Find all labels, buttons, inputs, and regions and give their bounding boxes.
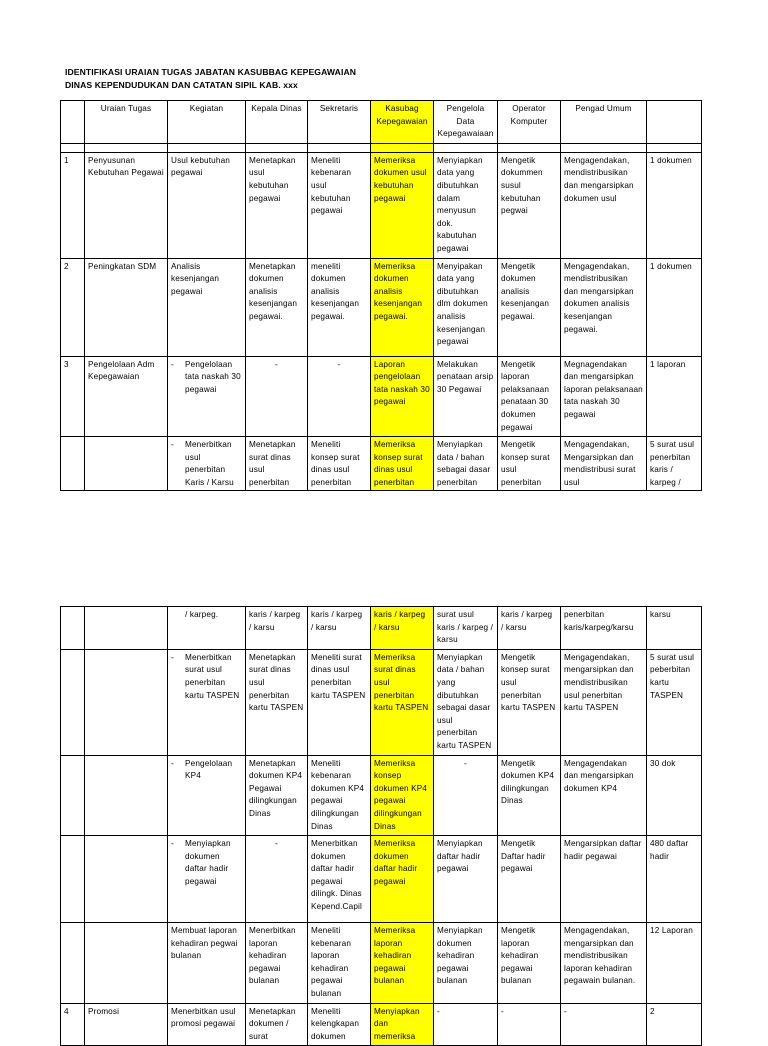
- table-row: [61, 923, 702, 1004]
- cell-kasubbag-text: Menyiapkan dan memeriksa: [374, 1006, 420, 1041]
- table-row: [61, 649, 702, 755]
- header-sekretaris: Sekretaris: [308, 101, 371, 144]
- cell-kepala: [246, 1003, 308, 1045]
- cell-kepala: -: [246, 836, 308, 923]
- cell-operator: Mengetik laporan kehadiran pegawai bulanan: [498, 923, 561, 1004]
- cell-kegiatan: [168, 1003, 246, 1045]
- cell-uraian: [85, 755, 168, 836]
- cell-operator: Mengetik laporan pelaksanaan penataan 30 dokumen pegawai: [498, 356, 561, 437]
- cell-kasubbag: Memeriksa laporan kehadiran pegawai bulanan: [371, 923, 434, 1004]
- cell-no: 4: [61, 1003, 85, 1045]
- spacer-row: [61, 143, 702, 152]
- cell-sekretaris: Meneliti kebenaran dokumen KP4 pegawai dilingkungan Dinas: [308, 755, 371, 836]
- cell-no: [61, 649, 85, 755]
- cell-kepala: Menerbitkan laporan kehadiran pegawai bulanan: [246, 923, 308, 1004]
- cell-hasil: [647, 437, 702, 491]
- cell-kepala: -: [246, 356, 308, 437]
- cell-pengad: [561, 437, 647, 491]
- document-title: [65, 66, 356, 92]
- cell-no: [61, 923, 85, 1004]
- task-table-page-2: [60, 606, 702, 1046]
- cell-kasubbag: Memeriksa dokumen daftar hadir pegawai: [371, 836, 434, 923]
- cell-no: 1: [61, 152, 85, 258]
- cell-kepala: Menetapkan dokumen KP4 Pegawai dilingkungan Dinas: [246, 755, 308, 836]
- cell-pengelola: -: [434, 1003, 498, 1045]
- cell-uraian: Peningkatan SDM: [85, 258, 168, 356]
- cell-pengelola-text: Menyiapkan data / bahan sebagai dasar penerbitan: [437, 440, 491, 487]
- cell-kasubbag: karis / karpeg / karsu: [371, 607, 434, 650]
- cell-pengad: Megnagendakan dan mengarsipkan laporan pelaksanaan tata naskah 30 pegawai: [561, 356, 647, 437]
- cell-pengad-text: Mengagendakan, Mengarsipkan dan mendistribusi surat usul: [564, 440, 636, 487]
- cell-pengad: Mengagendakan dan mengarsipkan dokumen KP4: [561, 755, 647, 836]
- kegiatan-text: Pengelolaan tata naskah 30 pegawai: [185, 359, 241, 394]
- kegiatan-text: Menerbitkan surat usul penerbitan kartu TASPEN: [185, 652, 240, 700]
- cell-pengelola: surat usul karis / karpeg / karsu: [434, 607, 498, 650]
- cell-sekretaris: Meneliti kebenaran usul kebutuhan pegawai: [308, 152, 371, 258]
- cell-kepala-text: Menetapkan dokumen / surat: [249, 1006, 296, 1041]
- title-line-2: DINAS KEPENDUDUKAN DAN CATATAN SIPIL KAB. xxx: [65, 80, 298, 90]
- cell-operator: Mengetik dokumen analisis kesenjangan pegawai.: [498, 258, 561, 356]
- header-hasil: [647, 101, 702, 144]
- table-row: [61, 1003, 702, 1045]
- cell-sekretaris: -: [308, 356, 371, 437]
- cell-pengelola: Menyipakan data yang dibutuhkan dlm dokumen analisis kesenjangan pegawai: [434, 258, 498, 356]
- cell-no: [61, 607, 85, 650]
- table-row: [61, 356, 702, 437]
- cell-pengad: Mengagendakan, mendistribusikan dan mengarsipkan dokumen usul: [561, 152, 647, 258]
- cell-kegiatan: - Pengelolaan tata naskah 30 pegawai: [168, 356, 246, 437]
- cell-uraian: Pengelolaan Adm Kepegawaian: [85, 356, 168, 437]
- cell-kepala: Menetapkan usul kebutuhan pegawai: [246, 152, 308, 258]
- cell-no: 2: [61, 258, 85, 356]
- cell-operator: -: [498, 1003, 561, 1045]
- cell-kegiatan: - Menyiapkan dokumen daftar hadir pegawai: [168, 836, 246, 923]
- header-kepala-dinas: Kepala Dinas: [246, 101, 308, 144]
- cell-sekretaris-text: Meneliti konsep surat dinas usul penerbitan: [311, 440, 360, 487]
- cell-operator: Mengetik dokummen susul kebutuhan pegwai: [498, 152, 561, 258]
- header-kasubbag: Kasubag Kepegawaian: [371, 101, 434, 144]
- cell-hasil: 5 surat usul peberbitan kartu TASPEN: [647, 649, 702, 755]
- cell-sekretaris: Menerbitkan dokumen daftar hadir pegawai dilingk. Dinas Kepend.Capil: [308, 836, 371, 923]
- kegiatan-text: Menerbitkan usul penerbitan Karis / Karsu: [185, 440, 234, 487]
- header-pengad-umum: Pengad Umum: [561, 101, 647, 144]
- cell-hasil: 12 Laporan: [647, 923, 702, 1004]
- cell-kegiatan: [168, 607, 246, 650]
- cell-pengelola: Melakukan penataan arsip 30 Pegawai: [434, 356, 498, 437]
- cell-kegiatan: - Pengelolaan KP4: [168, 755, 246, 836]
- cell-kasubbag: [371, 437, 434, 491]
- cell-kasubbag: Memeriksa dokumen analisis kesenjangan pegawai.: [371, 258, 434, 356]
- cell-pengad: Mengarsipkan daftar hadir pegawai: [561, 836, 647, 923]
- cell-pengad: Mengagendakan, mengarsipkan dan mendistribusikan usul penerbitan kartu TASPEN: [561, 649, 647, 755]
- cell-pengad: penerbitan karis/karpeg/karsu: [561, 607, 647, 650]
- cell-uraian: [85, 923, 168, 1004]
- cell-operator: Mengetik dokumen KP4 dilingkungan Dinas: [498, 755, 561, 836]
- cell-hasil: 480 daftar hadir: [647, 836, 702, 923]
- cell-kasubbag: Memeriksa dokumen usul kebutuhan pegawai: [371, 152, 434, 258]
- cell-kegiatan: - Menerbitkan surat usul penerbitan kartu TASPEN: [168, 649, 246, 755]
- table-row: [61, 437, 702, 491]
- cell-hasil: 1 dokumen: [647, 258, 702, 356]
- cell-operator: karis / karpeg / karsu: [498, 607, 561, 650]
- cell-sekretaris: [308, 1003, 371, 1045]
- cell-no: [61, 755, 85, 836]
- cell-kepala-text: Menetapkan surat dinas usul penerbitan: [249, 440, 296, 487]
- cell-kasubbag: Memeriksa konsep dokumen KP4 pegawai dilingkungan Dinas: [371, 755, 434, 836]
- header-kegiatan: Kegiatan: [168, 101, 246, 144]
- header-no: [61, 101, 85, 144]
- kegiatan-text: Menyiapkan dokumen daftar hadir pegawai: [185, 839, 231, 886]
- cell-pengelola: Menyiapkan data yang dibutuhkan dalam menyusun dok. kabutuhan pegawai: [434, 152, 498, 258]
- cell-pengelola: [434, 437, 498, 491]
- cell-kegiatan: - Menerbitkan usul penerbitan Karis / Karsu: [168, 437, 246, 491]
- cell-no: 3: [61, 356, 85, 437]
- cell-pengad: -: [561, 1003, 647, 1045]
- cell-uraian: Penyusunan Kebutuhan Pegawai: [85, 152, 168, 258]
- cell-pengad: Mengagendakan, mendistribusikan dan mengarsipkan dokumen analisis kesenjangan pegawai.: [561, 258, 647, 356]
- cell-no: [61, 836, 85, 923]
- header-operator: Operator Komputer: [498, 101, 561, 144]
- cell-uraian: [85, 607, 168, 650]
- table-row: [61, 607, 702, 650]
- kegiatan-text: / karpeg.: [185, 610, 219, 619]
- cell-uraian: [85, 437, 168, 491]
- cell-sekretaris: [308, 437, 371, 491]
- cell-sekretaris: Meneliti surat dinas usul penerbitan kartu TASPEN: [308, 649, 371, 755]
- cell-uraian: Promosi: [85, 1003, 168, 1045]
- cell-pengelola: -: [434, 755, 498, 836]
- cell-uraian: [85, 649, 168, 755]
- cell-sekretaris: karis / karpeg / karsu: [308, 607, 371, 650]
- cell-sekretaris: Meneliti kebenaran laporan kehadiran pegawai bulanan: [308, 923, 371, 1004]
- cell-uraian: [85, 836, 168, 923]
- cell-pengelola: Menyiapkan data / bahan yang dibutuhkan sebagai dasar usul penerbitan kartu TASPEN: [434, 649, 498, 755]
- cell-hasil: 1 laporan: [647, 356, 702, 437]
- cell-kegiatan-text: Menerbitkan usul promosi pegawai: [171, 1006, 236, 1029]
- header-uraian: Uraian Tugas: [85, 101, 168, 144]
- cell-hasil: karsu: [647, 607, 702, 650]
- cell-hasil: 2: [647, 1003, 702, 1045]
- cell-no: [61, 437, 85, 491]
- cell-pengelola: Menyiapkan daftar hadir pegawai: [434, 836, 498, 923]
- cell-sekretaris: meneliti dokumen analisis kesenjangan pegawai.: [308, 258, 371, 356]
- cell-kepala: [246, 437, 308, 491]
- cell-kepala: Menetapkan surat dinas usul penerbitan kartu TASPEN: [246, 649, 308, 755]
- cell-kepala: karis / karpeg / karsu: [246, 607, 308, 650]
- cell-operator: Mengetik Daftar hadir pegawai: [498, 836, 561, 923]
- table-row: [61, 755, 702, 836]
- header-row: [61, 101, 702, 144]
- cell-kepala: Menetapkan dokumen analisis kesenjangan pegawai.: [246, 258, 308, 356]
- cell-pengad: Mengagendakan, mengarsipkan dan mendistribusikan laporan kehadiran pegawain bulanan.: [561, 923, 647, 1004]
- cell-sekretaris-text: Meneliti kelengkapan dokumen: [311, 1006, 360, 1041]
- table-row: [61, 152, 702, 258]
- table-row: [61, 258, 702, 356]
- table-row: [61, 836, 702, 923]
- cell-hasil: 1 dokumen: [647, 152, 702, 258]
- cell-operator-text: Mengetik konsep surat usul penerbitan: [501, 440, 550, 487]
- cell-kasubbag: [371, 1003, 434, 1045]
- cell-pengelola: Menyiapkan dokumen kehadiran pegawai bulanan: [434, 923, 498, 1004]
- header-pengelola: Pengelola Data Kepegawaiaan: [434, 101, 498, 144]
- cell-operator: Mengetik konsep surat usul penerbitan kartu TASPEN: [498, 649, 561, 755]
- cell-kasubbag: Memeriksa surat dinas usul penerbitan kartu TASPEN: [371, 649, 434, 755]
- cell-operator: [498, 437, 561, 491]
- cell-kegiatan: Membuat laporan kehadiran pegwai bulanan: [168, 923, 246, 1004]
- title-line-1: IDENTIFIKASI URAIAN TUGAS JABATAN KASUBBAG KEPEGAWAIAN: [65, 67, 357, 77]
- cell-kasubbag: Laporan pengelolaan tata naskah 30 pegawai: [371, 356, 434, 437]
- kegiatan-text: Pengelolaan KP4: [185, 758, 233, 781]
- cell-kasubbag-text: Memeriksa konsep surat dinas usul penerbitan: [374, 440, 423, 487]
- cell-hasil-text: 5 surat usul penerbitan karis / karpeg /: [650, 440, 695, 487]
- cell-kegiatan: Analisis kesenjangan pegawai: [168, 258, 246, 356]
- cell-hasil: 30 dok: [647, 755, 702, 836]
- cell-kegiatan: Usul kebutuhan pegawai: [168, 152, 246, 258]
- task-table-page-1: [60, 100, 702, 491]
